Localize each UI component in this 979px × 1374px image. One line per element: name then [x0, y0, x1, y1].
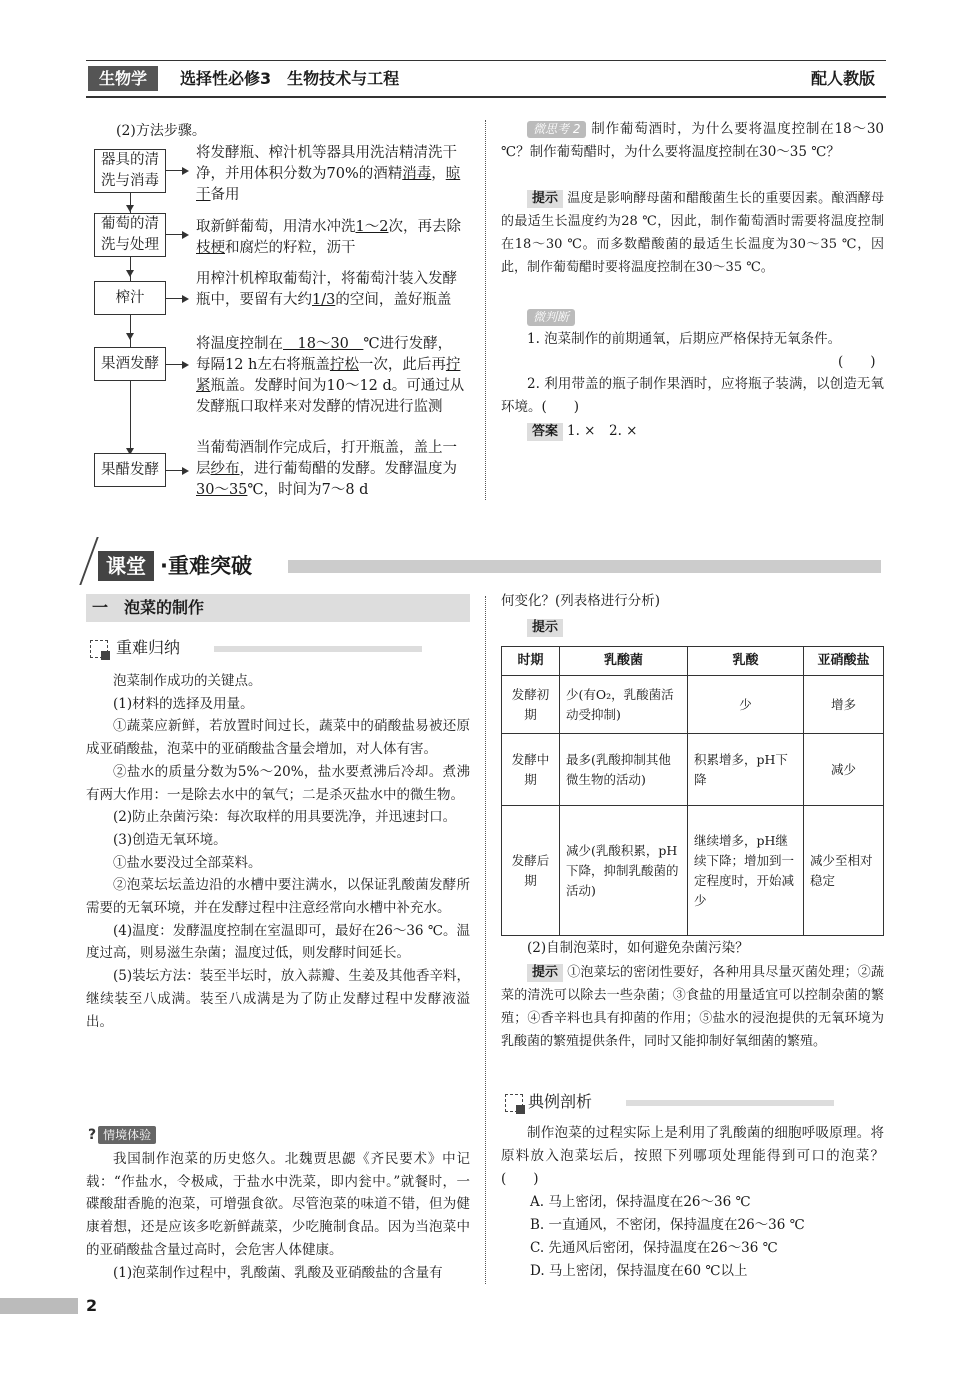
flow-link — [166, 364, 182, 365]
think-question: 微思考 2 制作葡萄酒时，为什么要将温度控制在18～30 ℃？制作葡萄醋时，为什么要将温度控制在30～35 ℃？ — [501, 121, 884, 160]
table-cell: 发酵中期 — [502, 734, 560, 806]
option-b: B. 一直通风，不密闭，保持温度在26～36 ℃ — [530, 1217, 805, 1233]
sub-heading-example: 典例剖析 — [528, 1092, 593, 1111]
paragraph: (1)材料的选择及用量。 — [113, 695, 254, 712]
flow-step-desc: 用榨汁机榨取葡萄汁，将葡萄汁装入发酵瓶中，要留有大约1/3的空间，盖好瓶盖 — [196, 271, 457, 308]
option-c: C. 先通风后密闭，保持温度在26～36 ℃ — [530, 1240, 778, 1256]
judge-item-2: 2. 利用带盖的瓶子制作果酒时，应将瓶子装满，以创造无氧环境。( ) — [501, 376, 884, 415]
hint-label: 提示 — [527, 190, 563, 208]
option-a: A. 马上密闭，保持温度在26～36 ℃ — [530, 1194, 751, 1210]
subject-tag: 生物学 — [88, 66, 158, 91]
arrow-down-icon — [126, 270, 134, 277]
paragraph: ①蔬菜应新鲜，若放置时间过长，蔬菜中的硝酸盐易被还原成亚硝酸盐，泡菜中的亚硝酸盐含量会增加，对人体有害。 — [86, 718, 470, 758]
focus-icon — [90, 640, 108, 658]
table-header: 时期 — [502, 647, 560, 676]
analysis-table — [501, 646, 884, 936]
sub-heading-rule — [626, 1100, 834, 1106]
header-top-rule — [86, 60, 886, 61]
flow-step-box: 榨汁 — [94, 281, 166, 315]
banner-slash — [79, 537, 98, 585]
sub-heading-rule — [214, 646, 422, 652]
answer-label: 答案 — [527, 423, 563, 441]
banner-title: ·重难突破 — [160, 554, 252, 578]
paragraph: (1)泡菜制作过程中，乳酸菌、乳酸及亚硝酸盐的含量有 — [113, 1264, 443, 1281]
sub-heading-focus: 重难归纳 — [116, 638, 181, 657]
paragraph: ①盐水要没过全部菜料。 — [113, 854, 262, 871]
arrow-down-icon — [126, 205, 134, 212]
flow-link — [166, 170, 182, 171]
paragraph: (5)装坛方法：装至半坛时，放入蒜瓣、生姜及其他香辛料，继续装至八成满。装至八成满是为了防止发酵过程中发酵液溢出。 — [86, 968, 470, 1030]
banner-bar — [288, 560, 881, 573]
table-header-row — [502, 647, 884, 676]
key-points — [86, 670, 470, 1033]
column-divider — [485, 120, 486, 500]
arrow-right-icon — [182, 167, 189, 175]
table-row — [502, 734, 884, 806]
table-cell: 减少 — [804, 734, 884, 806]
section-title: 一 泡菜的制作 — [86, 594, 470, 622]
paragraph: (2)防止杂菌污染：每次取样的用具要洗净，并迅速封口。 — [113, 809, 457, 826]
paragraph: ②盐水的质量分数为5%～20%，盐水要煮沸后冷却。煮沸有两大作用：一是除去水中的氧气；二是杀灭盐水中的微生物。 — [86, 763, 470, 803]
footer-bar — [0, 1298, 78, 1314]
book-title: 选择性必修3 生物技术与工程 — [180, 69, 400, 88]
think-tag: 微思考 2 — [527, 121, 586, 138]
table-cell: 减少(乳酸积累，pH下降，抑制乳酸菌的活动) — [560, 806, 688, 936]
flow-step-box: 葡萄的清洗与处理 — [94, 213, 166, 257]
flow-link — [166, 298, 182, 299]
column-divider — [485, 596, 486, 1284]
arrow-down-icon — [126, 333, 134, 340]
example-icon — [505, 1094, 523, 1112]
flow-step-box: 果酒发酵 — [94, 347, 166, 381]
hint-2: 提示 ①泡菜坛的密闭性要好，各种用具尽量灭菌处理；②蔬菜的清洗可以除去一些杂菌；③食盐的用量适宜可以控制杂菌的繁殖；④香辛料也具有抑菌的作用；⑤盐水的浸泡提供的无氧环境为乳酸菌的繁殖提供条件，同时又能抑制好氧细菌的繁殖。 — [501, 965, 884, 1049]
scene-heading — [88, 1124, 156, 1144]
scene-tag: 情境体验 — [98, 1126, 156, 1144]
table-cell: 减少至相对稳定 — [804, 806, 884, 936]
header-bottom-rule — [86, 96, 886, 98]
example-question: 制作泡菜的过程实际上是利用了乳酸菌的细胞呼吸原理。将原料放入泡菜坛后，按照下列哪项处理能得到可口的泡菜？( ) — [501, 1125, 884, 1187]
arrow-right-icon — [182, 361, 189, 369]
flow-step-desc: 当葡萄酒制作完成后，打开瓶盖，盖上一层纱布，进行葡萄醋的发酵。发酵温度为30～35℃，时间为7～8 d — [196, 440, 457, 498]
table-header: 亚硝酸盐 — [804, 647, 884, 676]
flow-step-desc: 将发酵瓶、榨汁机等器具用洗洁精清洗干净，并用体积分数为70%的酒精消毒，晾干备用 — [196, 145, 461, 203]
table-cell: 少(有O₂，乳酸菌活动受抑制) — [560, 676, 688, 734]
question-continued: 何变化？(列表格进行分析) — [501, 593, 661, 609]
table-cell: 最多(乳酸抑制其他微生物的活动) — [560, 734, 688, 806]
table-cell: 继续增多，pH继续下降；增加到一定程度时，开始减少 — [688, 806, 804, 936]
hint-label: 提示 — [527, 964, 563, 982]
scene-text — [86, 1148, 470, 1284]
flow-link — [166, 234, 182, 235]
judge-tag: 微判断 — [527, 309, 575, 326]
arrow-right-icon — [182, 467, 189, 475]
hint-label-wrap — [527, 616, 567, 639]
flow-step-box: 器具的清洗与消毒 — [94, 149, 166, 193]
page-number: 2 — [86, 1296, 98, 1315]
arrow-right-icon — [182, 295, 189, 303]
paragraph: ②泡菜坛坛盖边沿的水槽中要注满水，以保证乳酸菌发酵所需要的无氧环境，并在发酵过程中注意经常向水槽中补充水。 — [86, 877, 470, 917]
table-cell: 少 — [688, 676, 804, 734]
table-row — [502, 806, 884, 936]
arrow-right-icon — [182, 231, 189, 239]
table-cell: 发酵后期 — [502, 806, 560, 936]
flow-link — [166, 470, 182, 471]
options-list — [530, 1191, 884, 1283]
hint-label: 提示 — [527, 619, 563, 637]
table-header: 乳酸 — [688, 647, 804, 676]
judge-item-1: 1. 泡菜制作的前期通氧，后期应严格保持无氧条件。 — [527, 331, 842, 347]
method-heading: (2)方法步骤。 — [116, 123, 206, 139]
paragraph: (3)创造无氧环境。 — [113, 831, 227, 848]
think-hint: 提示 温度是影响酵母菌和醋酸菌生长的重要因素。酿酒酵母的最适生长温度约为28 ℃，因此，制作葡萄酒时需要将温度控制在18～30 ℃。而多数醋酸菌的最适生长温度为30～35 ℃，因此，制作葡萄醋时要将温度控制在30～35 ℃。 — [501, 191, 884, 275]
banner-tag: 课堂 — [98, 551, 154, 581]
table-cell: 增多 — [804, 676, 884, 734]
question-mark-icon: ? — [88, 1127, 97, 1143]
table-cell: 发酵初期 — [502, 676, 560, 734]
table-row — [502, 676, 884, 734]
flow-step-box: 果醋发酵 — [94, 453, 166, 487]
paragraph: 我国制作泡菜的历史悠久。北魏贾思勰《齐民要术》中记载：“作盐水，令极咸，于盐水中洗菜，即内瓮中。”就餐时，一碟酸甜香脆的泡菜，可增强食欲。尽管泡菜的味道不错，但为健康着想，还是应该多吃新鲜蔬菜，少吃腌制食品。因为当泡菜中的亚硝酸盐含量过高时，会危害人体健康。 — [86, 1151, 470, 1258]
paragraph: (4)温度：发酵温度控制在室温即可，最好在26～36 ℃。温度过高，则易滋生杂菌；温度过低，则发酵时间延长。 — [86, 922, 470, 962]
flow-step-desc: 取新鲜葡萄，用清水冲洗1～2次，再去除枝梗和腐烂的籽粒，沥干 — [196, 219, 461, 256]
edition-label: 配人教版 — [810, 69, 875, 88]
question-2: (2)自制泡菜时，如何避免杂菌污染？ — [527, 940, 749, 956]
table-cell: 积累增多，pH下降 — [688, 734, 804, 806]
flow-step-desc: 将温度控制在 18～30 ℃进行发酵，每隔12 h左右将瓶盖拧松一次，此后再拧紧瓶盖。发酵时间为10～12 d。可通过从发酵瓶口取样来对发酵的情况进行监测 — [196, 336, 465, 415]
judge-answer: 答案 1. × 2. × — [527, 420, 884, 443]
option-d: D. 马上密闭，保持温度在60 ℃以上 — [530, 1263, 748, 1279]
judge-item-1-paren: ( ) — [838, 354, 876, 370]
table-header: 乳酸菌 — [560, 647, 688, 676]
judge-tag-wrap — [527, 306, 579, 329]
paragraph: 泡菜制作成功的关键点。 — [113, 673, 262, 689]
